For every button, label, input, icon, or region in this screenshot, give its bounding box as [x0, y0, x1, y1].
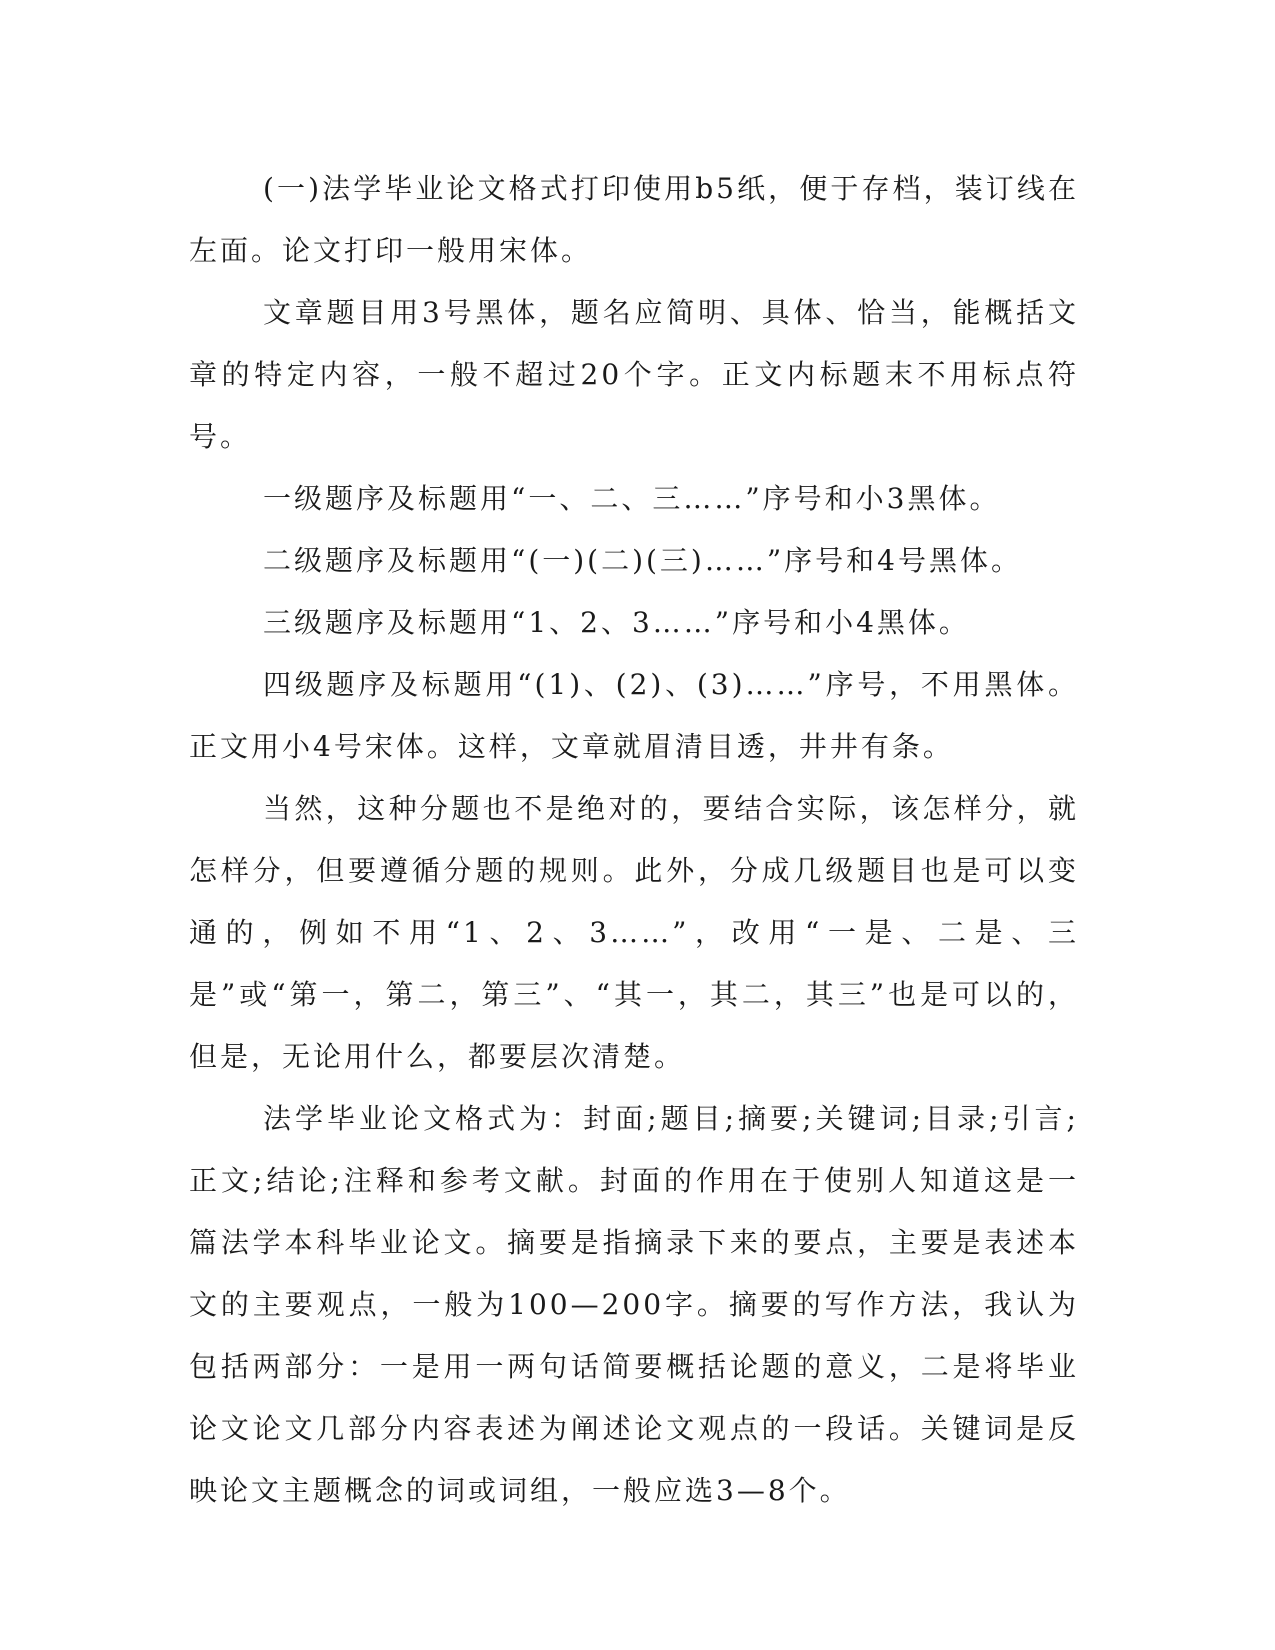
paragraph-title-rules: 文章题目用3号黑体，题名应简明、具体、恰当，能概括文章的特定内容，一般不超过20个字。正文内标题末不用标点符号。 — [189, 296, 1079, 453]
paragraph-thesis-structure: 法学毕业论文格式为：封面;题目;摘要;关键词;目录;引言;正文;结论;注释和参考文献。封面的作用在于使别人知道这是一篇法学本科毕业论文。摘要是指摘录下来的要点，主要是表述本文的主要观点，一般为100—200字。摘要的写作方法，我认为包括两部分：一是用一两句话简要概括论题的意义，二是将毕业论文论文几部分内容表述为阐述论文观点的一段话。关键词是反映论文主题概念的词或词组，一般应选3—8个。 — [189, 1102, 1079, 1507]
paragraph-level-two-heading: 二级题序及标题用“(一)(二)(三)……”序号和4号黑体。 — [263, 544, 1022, 577]
paragraph-heading-flexibility: 当然，这种分题也不是绝对的，要结合实际，该怎样分，就怎样分，但要遵循分题的规则。此外，分成几级题目也是可以变通的，例如不用“1、2、3……”，改用“一是、二是、三是”或“第一，第二，第三”、“其一，其二，其三”也是可以的，但是，无论用什么，都要层次清楚。 — [189, 792, 1079, 1073]
paragraph-level-four-heading: 四级题序及标题用“(1)、(2)、(3)……”序号，不用黑体。正文用小4号宋体。这样，文章就眉清目透，井井有条。 — [189, 668, 1079, 763]
paragraph-level-one-heading: 一级题序及标题用“一、二、三……”序号和小3黑体。 — [263, 482, 1001, 515]
paragraph-level-three-heading: 三级题序及标题用“1、2、3……”序号和小4黑体。 — [263, 606, 970, 639]
document-body — [189, 158, 1079, 1522]
paragraph-paper-format: (一)法学毕业论文格式打印使用b5纸，便于存档，装订线在左面。论文打印一般用宋体。 — [189, 172, 1079, 267]
